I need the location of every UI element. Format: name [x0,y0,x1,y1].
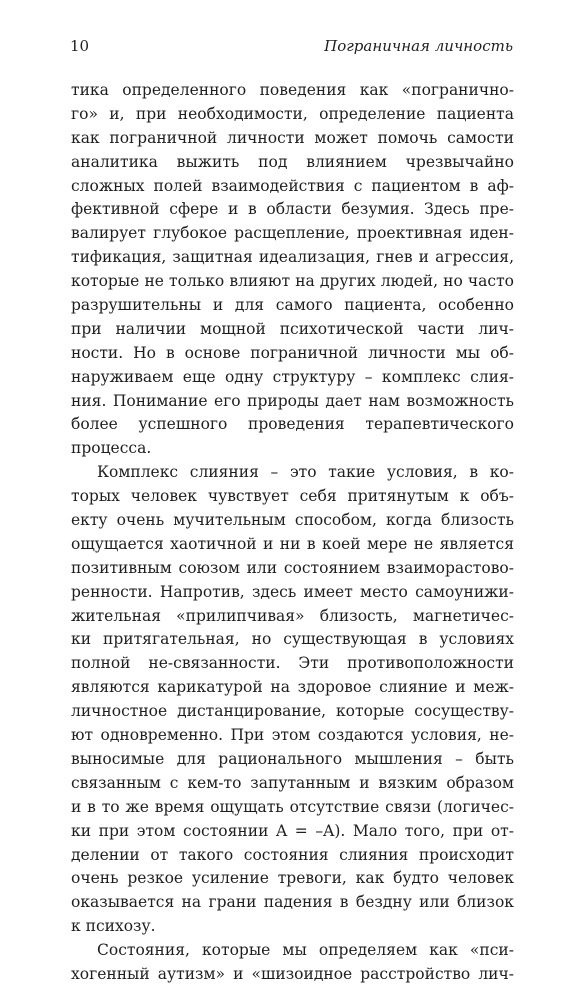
text-line: разрушительны и для самого пациента, особенно [71,296,514,315]
text-line: фективной сфере и в области безумия. Здесь пре- [71,200,514,219]
text-line: жительная «прилипчивая» близость, магнетичес- [71,606,514,625]
text-line: сложных полей взаимодействия с пациентом в аф- [71,176,514,195]
text-line: связанным с кем-то запутанным и вязким образом [71,773,514,792]
text-line: тификация, защитная идеализация, гнев и агрессия, [71,248,514,267]
running-title: Пограничная личность [324,37,513,55]
text-line: хогенный аутизм» и «шизоидное расстройство лич- [71,964,514,983]
text-line: и в то же время ощущать отсутствие связи (логичес- [71,797,514,816]
text-line: полной не-связанности. Эти противоположности [71,654,514,673]
text-line: тика определенного поведения как «погранично- [71,81,514,99]
text-line: более успешного проведения терапевтического [71,415,514,434]
text-line: ки при этом состоянии A = –A). Мало того, при от- [71,821,514,840]
text-line: выносимые для рационального мышления – быть [71,749,514,768]
text-line: го» и, при необходимости, определение пациента [71,104,514,123]
paragraph-end-line: процесса. [71,439,152,458]
text-line: ния. Понимание его природы дает нам возможность [71,391,514,410]
text-line: делении от такого состояния слияния происходит [71,845,514,864]
text-line: ют одновременно. При этом создаются условия, не- [71,726,514,745]
text-line: валирует глубокое расщепление, проективная иден- [71,224,514,243]
paragraph-first-line: Состояния, которые мы определяем как «пси- [97,941,514,960]
text-line: торых человек чувствует себя притянутым к объ- [71,487,514,506]
text-line: аналитика выжить под влиянием чрезвычайно [71,152,514,171]
text-line: личностное дистанцирование, которые сосуществу- [71,702,514,721]
paragraph-end-line: к психозу. [71,917,156,936]
text-line: екту очень мучительным способом, когда близость [71,511,514,530]
text-line: оказывается на грани падения в бездну или близок [71,893,514,912]
text-line: при наличии мощной психотической части лич- [71,319,514,338]
text-line: как пограничной личности может помочь самости [71,128,514,147]
text-line: ки притягательная, но существующая в условиях [71,630,514,649]
page-number: 10 [70,37,90,55]
text-line: которые не только влияют на других людей, но часто [71,272,514,291]
text-line: очень резкое усиление тревоги, как будто человек [71,869,514,888]
running-head [70,34,513,58]
text-line: ности. Но в основе пограничной личности мы об- [71,343,514,362]
text-line: ощущается хаотичной и ни в коей мере не является [71,534,514,553]
paragraph-first-line: Комплекс слияния – это такие условия, в ко- [97,463,514,482]
text-line: являются карикатурой на здоровое слияние и меж- [71,678,514,697]
text-line: ренности. Напротив, здесь имеет место самоунижи- [71,582,514,601]
body-text [71,79,514,987]
text-line: наруживаем еще одну структуру – комплекс слия- [71,367,514,386]
text-line: позитивным союзом или состоянием взаиморастово- [71,558,514,577]
